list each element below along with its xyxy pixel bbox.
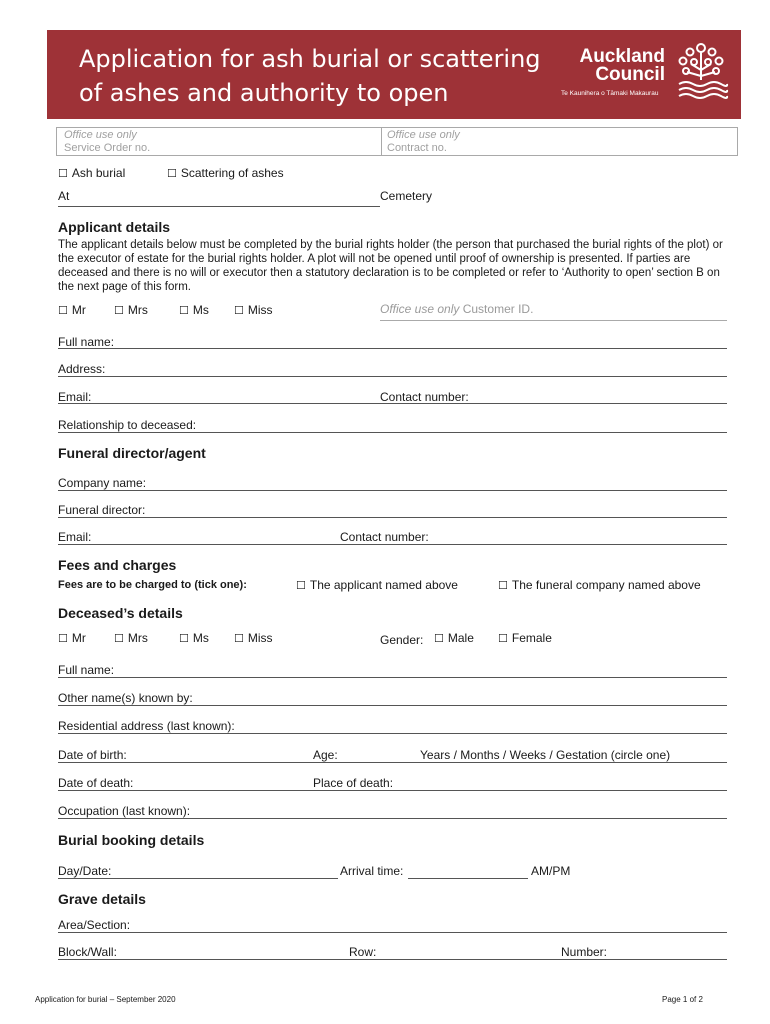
customer-id-line <box>380 320 727 321</box>
area-section-field[interactable] <box>58 932 727 933</box>
deceased-title-miss-checkbox[interactable]: ☐ Miss <box>234 631 273 646</box>
form-title-line1: Application for ash burial or scattering <box>79 45 541 73</box>
fees-applicant-checkbox[interactable]: ☐ The applicant named above <box>296 578 458 593</box>
funeral-contact-label: Contact number: <box>340 530 429 544</box>
applicant-address-label: Address: <box>58 362 106 376</box>
applicant-heading: Applicant details <box>58 219 171 235</box>
logo-subtitle: Te Kaunihera o Tāmaki Makaurau <box>561 90 659 97</box>
gender-male-checkbox[interactable]: ☐ Male <box>434 631 474 646</box>
relationship-label: Relationship to deceased: <box>58 418 197 432</box>
company-name-field[interactable] <box>58 490 727 491</box>
occupation-label: Occupation (last known): <box>58 804 191 818</box>
age-label: Age: <box>313 748 338 762</box>
applicant-full-name-field[interactable] <box>58 348 727 349</box>
occupation-field[interactable] <box>58 818 727 819</box>
age-units-options[interactable]: Years / Months / Weeks / Gestation (circle one) <box>420 748 671 762</box>
deceased-title-ms-checkbox[interactable]: ☐ Ms <box>179 631 209 646</box>
logo-name-line1: Auckland <box>579 46 665 67</box>
arrival-time-field[interactable] <box>408 878 528 879</box>
applicant-title-ms-checkbox[interactable]: ☐ Ms <box>179 303 209 318</box>
office-use-label: Office use only <box>64 129 137 141</box>
dob-age-field[interactable] <box>58 762 727 763</box>
pohutukawa-icon <box>673 40 729 102</box>
company-name-label: Company name: <box>58 476 147 490</box>
day-date-field[interactable] <box>58 878 338 879</box>
at-label: At <box>58 189 70 203</box>
office-use-box <box>56 127 738 156</box>
row-label: Row: <box>349 945 377 959</box>
customer-id-label: Customer ID. <box>462 302 534 316</box>
footer-form-version: Application for burial – September 2020 <box>35 995 176 1004</box>
relationship-field[interactable] <box>58 432 727 433</box>
other-names-field[interactable] <box>58 705 727 706</box>
applicant-address-field[interactable] <box>58 376 727 377</box>
cemetery-input-line[interactable] <box>58 206 380 207</box>
applicant-instructions: The applicant details below must be completed by the burial rights holder (the person that purchased the burial rights of the plot) or the executor of estate for the burial rights holder. A plot will not be opened until proof of ownership is presented. If parties are deceased and there is no will or executor then a statutory declaration is to be completed or refer to ‘Authority to open’ section B on the next page of this form. <box>58 239 723 293</box>
funeral-director-label: Funeral director: <box>58 503 146 517</box>
deceased-title-mr-checkbox[interactable]: ☐ Mr <box>58 631 86 646</box>
deceased-heading: Deceased’s details <box>58 605 183 621</box>
funeral-director-field[interactable] <box>58 517 727 518</box>
booking-heading: Burial booking details <box>58 832 205 848</box>
am-pm-label: AM/PM <box>531 864 571 878</box>
applicant-contact-label: Contact number: <box>380 390 469 404</box>
applicant-title-mr-checkbox[interactable]: ☐ Mr <box>58 303 86 318</box>
gender-female-checkbox[interactable]: ☐ Female <box>498 631 552 646</box>
area-section-label: Area/Section: <box>58 918 131 932</box>
office-use-label: Office use only <box>380 302 460 316</box>
auckland-council-logo <box>561 40 733 112</box>
page-number: Page 1 of 2 <box>662 995 703 1004</box>
funeral-heading: Funeral director/agent <box>58 445 206 461</box>
applicant-title-mrs-checkbox[interactable]: ☐ Mrs <box>114 303 148 318</box>
residential-address-label: Residential address (last known): <box>58 719 235 733</box>
deceased-full-name-label: Full name: <box>58 663 115 677</box>
deceased-full-name-field[interactable] <box>58 677 727 678</box>
arrival-time-label: Arrival time: <box>340 864 404 878</box>
death-details-field[interactable] <box>58 790 727 791</box>
logo-wordmark <box>561 48 665 84</box>
cemetery-label: Cemetery <box>380 189 433 203</box>
deceased-title-mrs-checkbox[interactable]: ☐ Mrs <box>114 631 148 646</box>
date-of-birth-label: Date of birth: <box>58 748 127 762</box>
applicant-full-name-label: Full name: <box>58 335 115 349</box>
office-use-label: Office use only <box>387 129 460 141</box>
gender-label: Gender: <box>380 633 424 647</box>
fees-funeral-company-checkbox[interactable]: ☐ The funeral company named above <box>498 578 701 593</box>
place-of-death-label: Place of death: <box>313 776 394 790</box>
service-order-label: Service Order no. <box>64 142 151 154</box>
logo-name-line2: Council <box>595 64 665 85</box>
fees-heading: Fees and charges <box>58 557 177 573</box>
ash-burial-checkbox[interactable]: ☐ Ash burial <box>58 166 125 181</box>
funeral-email-contact-field[interactable] <box>58 544 727 545</box>
applicant-email-label: Email: <box>58 390 92 404</box>
form-title-line2: of ashes and authority to open <box>79 79 449 107</box>
block-row-number-field[interactable] <box>58 959 727 960</box>
date-of-death-label: Date of death: <box>58 776 134 790</box>
residential-address-field[interactable] <box>58 733 727 734</box>
header-banner <box>47 30 741 119</box>
fees-prompt: Fees are to be charged to (tick one): <box>58 579 247 591</box>
form-title <box>79 42 599 110</box>
applicant-title-miss-checkbox[interactable]: ☐ Miss <box>234 303 273 318</box>
service-order-cell[interactable] <box>64 129 150 155</box>
grave-heading: Grave details <box>58 891 146 907</box>
customer-id-field[interactable] <box>380 302 533 316</box>
contract-no-label: Contract no. <box>387 142 447 154</box>
day-date-label: Day/Date: <box>58 864 112 878</box>
applicant-email-contact-field[interactable] <box>58 403 727 404</box>
other-names-label: Other name(s) known by: <box>58 691 193 705</box>
funeral-email-label: Email: <box>58 530 92 544</box>
scattering-checkbox[interactable]: ☐ Scattering of ashes <box>167 166 284 181</box>
block-wall-label: Block/Wall: <box>58 945 117 959</box>
office-box-divider <box>381 128 382 155</box>
number-label: Number: <box>561 945 608 959</box>
contract-no-cell[interactable] <box>387 129 460 155</box>
